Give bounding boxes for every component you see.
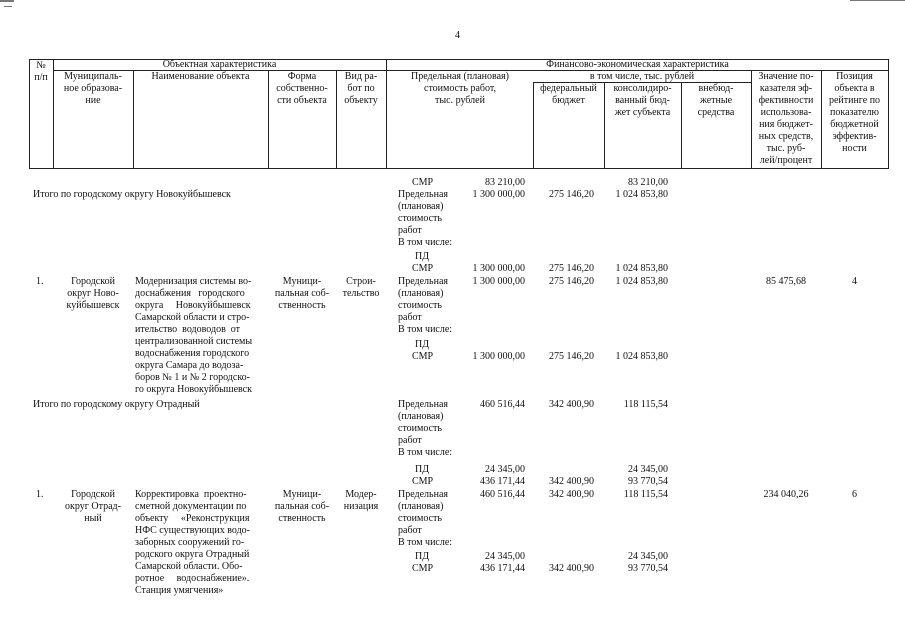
grid-line (29, 168, 888, 169)
smr-label: СМР (412, 476, 434, 487)
row-regional: 118 115,54 (623, 489, 668, 500)
total-smr-total: 1 300 000,00 (472, 263, 525, 274)
carryover-smr-label: СМР (412, 177, 434, 188)
row-rank: 4 (852, 276, 857, 287)
row-smr-total: 436 171,44 (480, 563, 525, 574)
row-object-name: Корректировка проектно- сметной документации по объекту «Реконструкция НФС существующих водо- заборных сооружений го- родского округа Отрадный Самарской области. Обо- ротное водоснабжение». Станция умягчения» (135, 489, 250, 596)
total-federal: 342 400,90 (549, 399, 594, 410)
row-pd-total: 24 345,00 (485, 551, 525, 562)
pd-label: ПД (415, 551, 430, 562)
carryover-smr-regional: 83 210,00 (628, 177, 668, 188)
row-max-cost: 1 300 000,00 (472, 276, 525, 287)
row-num: 1. (36, 276, 44, 287)
total-smr-regional: 1 024 853,80 (615, 263, 668, 274)
scan-mark (4, 6, 12, 7)
header-ownership: Форма собственно- сти объекта (276, 71, 328, 106)
row-num: 1. (36, 489, 44, 500)
row-ownership: Муници- пальная соб- ственность (274, 276, 330, 311)
row-municipality: Городской округ Ново- куйбышевск (66, 276, 120, 311)
row-work-type: Модер- низация (343, 489, 379, 512)
total-smr-federal: 342 400,90 (549, 476, 594, 487)
header-regional: консолидиро- ванный бюд- жет субъекта (613, 83, 672, 118)
row-ownership: Муници- пальная соб- ственность (274, 489, 330, 524)
scan-mark (0, 0, 14, 2)
pd-label: ПД (415, 464, 430, 475)
row-smr-total: 1 300 000,00 (472, 351, 525, 362)
total-max-cost: 1 300 000,00 (472, 189, 525, 200)
row-max-cost: 460 516,44 (480, 489, 525, 500)
total-pd-regional: 24 345,00 (628, 464, 668, 475)
row-smr-federal: 275 146,20 (549, 351, 594, 362)
header-offbudget: внебюд- жетные средства (697, 83, 735, 118)
cost-labels: Предельная (плановая) стоимость работ В том числе: (398, 276, 453, 335)
header-num: № п/п (34, 60, 48, 83)
total-label-otradny: Итого по городскому округу Отрадный (33, 399, 200, 410)
header-group-finance: Финансово-экономическая характеристика (546, 59, 729, 70)
grid-line (133, 70, 134, 169)
header-indicator: Значение по- казателя эф- фективности использова- ния бюджет- ных средств, тыс. руб- лей/процент (758, 71, 814, 166)
smr-label: СМР (412, 351, 434, 362)
row-object-name: Модернизация системы во- доснабжения городского округа Новокуйбышевск Самарской области и стро- ительство водоводов от централизованной системы водоснабжения городского округа Самара до водоза- боров № 1 и № 2 городско- го округа Новокуйбышевск (135, 276, 253, 395)
total-max-cost: 460 516,44 (480, 399, 525, 410)
cost-labels: Предельная (плановая) стоимость работ В том числе: (398, 489, 453, 548)
total-smr-total: 436 171,44 (480, 476, 525, 487)
pd-label: ПД (415, 251, 430, 262)
row-rank: 6 (852, 489, 857, 500)
header-federal: федеральный бюджет (540, 83, 597, 106)
total-smr-federal: 275 146,20 (549, 263, 594, 274)
row-indicator: 234 040,26 (763, 489, 809, 500)
total-smr-regional: 93 770,54 (628, 476, 668, 487)
header-municipality: Муниципаль- ное образова- ние (63, 71, 123, 106)
row-federal: 342 400,90 (549, 489, 594, 500)
header-work-type: Вид ра- бот по объекту (344, 71, 378, 106)
smr-label: СМР (412, 563, 434, 574)
header-max-cost: Предельная (плановая) стоимость работ, тыс. рублей (411, 71, 509, 106)
scan-mark (850, 0, 905, 1)
carryover-smr-total: 83 210,00 (485, 177, 525, 188)
row-pd-regional: 24 345,00 (628, 551, 668, 562)
row-federal: 275 146,20 (549, 276, 594, 287)
total-regional: 118 115,54 (623, 399, 668, 410)
page-number: 4 (455, 30, 460, 41)
pd-label: ПД (415, 339, 430, 350)
row-work-type: Строи- тельство (342, 276, 380, 299)
header-rank: Позиция объекта в рейтинге по показателю бюджетной эффектив- ности (828, 71, 881, 154)
row-municipality: Городской округ Отрад- ный (65, 489, 121, 524)
total-pd-total: 24 345,00 (485, 464, 525, 475)
header-group-object: Объектная характеристика (162, 59, 277, 70)
total-label-novokuybyshevsk: Итого по городскому округу Новокуйбышевск (33, 189, 231, 200)
cost-labels: Предельная (плановая) стоимость работ В том числе: (398, 399, 453, 458)
total-federal: 275 146,20 (549, 189, 594, 200)
row-regional: 1 024 853,80 (615, 276, 668, 287)
grid-line (888, 59, 889, 169)
row-smr-regional: 1 024 853,80 (615, 351, 668, 362)
cost-labels: Предельная (плановая) стоимость работ В том числе: (398, 189, 453, 248)
row-smr-federal: 342 400,90 (549, 563, 594, 574)
header-including: в том числе, тыс. рублей (589, 71, 695, 82)
smr-label: СМР (412, 263, 434, 274)
row-smr-regional: 93 770,54 (628, 563, 668, 574)
row-indicator: 85 475,68 (766, 276, 806, 287)
header-object-name: Наименование объекта (151, 71, 250, 82)
total-regional: 1 024 853,80 (615, 189, 668, 200)
